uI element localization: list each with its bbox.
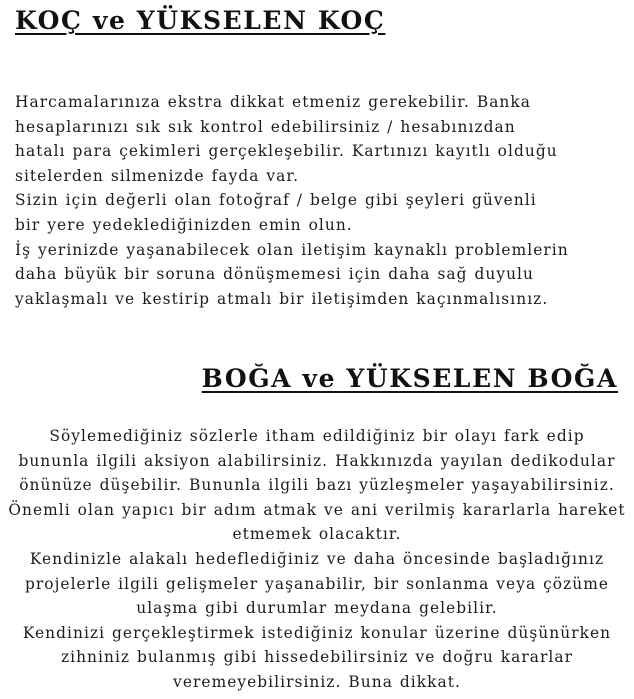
boga-text-line: projelerle ilgili gelişmeler yaşanabilir, bir sonlanma veya çözüme [24,574,610,593]
koc-text-line: Harcamalarınıza ekstra dikkat etmeniz gerekebilir. Banka [15,93,531,111]
boga-text-line: Kendinizi gerçekleştirmek istediğiniz konular üzerine düşünürken [22,623,612,642]
boga-text-line: bununla ilgili aksiyon alabilirsiniz. Hakkınızda yayılan dedikodular [18,451,616,470]
boga-text-line: Söylemediğiniz sözlerle itham edildiğiniz bir olayı fark edip [49,427,585,445]
koc-text-line: daha büyük bir soruna dönüşmemesi için daha sağ duyulu [15,265,534,284]
boga-text-line: Kendinizle alakalı hedeflediğiniz ve daha öncesinde başladığınız [29,549,605,568]
koc-section-title: KOÇ ve YÜKSELEN KOÇ [15,6,386,35]
koc-text-line: sitelerden silmenizde fayda var. [15,166,300,185]
koc-text-line: İş yerinizde yaşanabilecek olan iletişim kaynaklı problemlerin [15,240,569,259]
koc-text-line: bir yere yedeklediğinizden emin olun. [15,215,353,234]
boga-text-line: önünüze düşebilir. Bununla ilgili bazı yüzleşmeler yaşayabilirsiniz. [19,476,615,495]
boga-section-body [0,424,634,695]
koc-text-line: hatalı para çekimleri gerçekleşebilir. Kartınızı kayıtlı olduğu [15,142,558,161]
boga-text-line: zihniniz bulanmış gibi hissedebilirsiniz ve doğru kararlar [60,648,574,667]
koc-text-line: hesaplarınızı sık sık kontrol edebilirsiniz / hesabınızdan [15,117,516,136]
boga-text-line: Önemli olan yapıcı bir adım atmak ve ani verilmiş kararlarla hareket [8,500,626,519]
koc-section-body [15,90,569,311]
boga-text-line: etmemek olacaktır. [232,525,402,544]
koc-text-line: yaklaşmalı ve kestirip atmalı bir iletişimden kaçınmalısınız. [15,289,549,308]
koc-text-line: Sizin için değerli olan fotoğraf / belge gibi şeyleri güvenli [15,191,537,210]
boga-text-line: ulaşma gibi durumlar meydana gelebilir. [136,599,498,618]
boga-text-line: veremeyebilirsiniz. Buna dikkat. [173,672,461,691]
boga-section-title: BOĞA ve YÜKSELEN BOĞA [201,364,618,393]
